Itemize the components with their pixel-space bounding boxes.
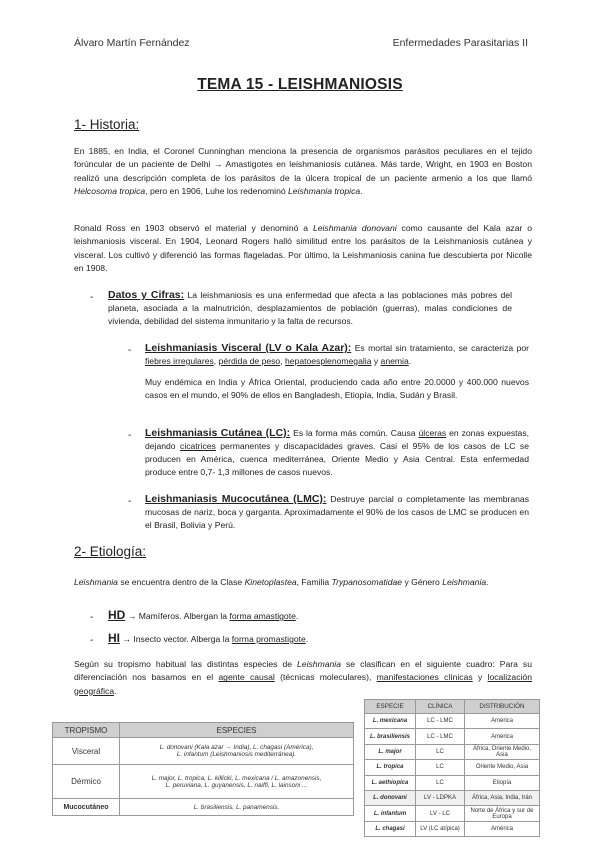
bullet-dash: - [90, 612, 94, 623]
distribucion-cell: África, Asia, India, Irán [465, 790, 540, 805]
clinica-cell: LC [416, 775, 465, 790]
header-course: Enfermedades Parasitarias II [392, 37, 528, 49]
lc-paragraph: Leishmaniasis Cutánea (LC): Es la forma más común. Causa úlceras en zonas expuestas, dejando cicatrices permanentes y discapacidades graves. Casi el 95% de los casos de LC se producen en América, cuenca mediterránea, Oriente Medio y Asia Central. Esta enfermedad produce entre 0,7- 1,3 millones de casos nuevos. [145, 427, 530, 477]
distribucion-cell: América [465, 729, 540, 744]
bullet-dash: - [128, 496, 132, 507]
table-row [365, 760, 540, 775]
datos-cifras-paragraph: Datos y Cifras: La leishmaniosis es una enfermedad que afecta a las poblaciones más pobres del planeta, asociada a la malnutrición, desplazamientos de población (guerras), malas condiciones de vivienda, debilidad del sistema inmunitario y la falta de recursos. [108, 289, 513, 326]
bullet-dash: - [128, 345, 132, 356]
especie-clinica-table [364, 699, 540, 837]
clinica-cell: LC - LMC [416, 714, 465, 729]
section-heading-etiologia: 2- Etiología: [74, 544, 147, 559]
section-heading-historia: 1- Historia: [74, 117, 140, 132]
clinica-cell: LV (LC atípica) [416, 821, 465, 836]
lv-paragraph: Leishmaniasis Visceral (LV o Kala Azar): Es mortal sin tratamiento, se caracteriza por fiebres irregulares, pérdida de peso, hepatoesplenomegalia y anemia. [145, 342, 529, 366]
table-row [365, 729, 540, 744]
historia-paragraph-1: En 1885, en India, el Coronel Cunninghan menciona la presencia de organismos parásitos peculiares en el tejido forúncular de un paciente de Delhi → Amastigotes en leishmaniosis cutánea. Más tarde, Wright, en 1903 en Boston realizó una descripción completa de los parásitos de la úlcera tropical de un paciente armenio a los que llamó Helcosoma tropica, pero en 1906, Luhe los redenominó Leishmania tropica. [74, 146, 532, 196]
table-row [53, 765, 354, 799]
especie-cell: L. infantum [365, 806, 416, 821]
distribucion-cell: África, Oriente Medio, Asia [465, 744, 540, 759]
lv-paragraph-2: Muy endémica en India y África Oriental, produciendo cada año entre 20.0000 y 400.000 nuevos casos en el mundo, el 90% de ellos en Bangladesh, Etiopía, India, Sudán y Brasil. [145, 377, 529, 400]
especie-cell: L. major [365, 744, 416, 759]
table-row [365, 775, 540, 790]
table-header-row [53, 723, 354, 738]
especie-cell: L. aethiopica [365, 775, 416, 790]
especie-cell: L. tropica [365, 760, 416, 775]
clinica-cell: LV - LC [416, 806, 465, 821]
lmc-paragraph: Leishmaniasis Mucocutánea (LMC): Destruye parcial o completamente las membranas mucosas de nariz, boca y garganta. Aproximadamente el 90% de los casos de LMC se producen en el Brasil, Bolivia y Perú. [145, 493, 530, 530]
bullet-dash: - [90, 292, 94, 303]
especie-cell: L. mexicana [365, 714, 416, 729]
bullet-dash: - [128, 430, 132, 441]
especies-cell: L. donovani (Kala azar → India), L. chagasi (América), L. infantum (Leishmaniosis mediterránea). [120, 738, 354, 765]
especie-cell: L. chagasi [365, 821, 416, 836]
table-row [53, 799, 354, 816]
table-row [365, 806, 540, 821]
table-header-row [365, 700, 540, 714]
especie-cell: L. donovani [365, 790, 416, 805]
clinica-cell: LV - LDPKA [416, 790, 465, 805]
table-header-cell: TROPISMO [53, 723, 120, 738]
distribucion-cell: América [465, 821, 540, 836]
table-header-cell: CLÍNICA [416, 700, 465, 714]
header-author: Álvaro Martín Fernández [74, 37, 190, 49]
distribucion-cell: Etiopía [465, 775, 540, 790]
page-title: TEMA 15 - LEISHMANIOSIS [197, 76, 403, 93]
clinica-cell: LC - LMC [416, 729, 465, 744]
bullet-dash: - [90, 635, 94, 646]
especies-cell: L. major, L. tropica, L. killicki, L. mexicana / L. amazonensis, L. peruviana, L. guyanensis, L. naiffi, L. lainsoni ... [120, 765, 354, 799]
historia-paragraph-2: Ronald Ross en 1903 observó el material y denominó a Leishmania donovani como causante del Kala azar o leishmaniosis visceral. En 1904, Leonard Rogers halló similitud entre los parásitos de la Leishmaniosis cutánea y visceral. Los cultivó y diferenció las formas flageladas. Por último, la Leishmaniosis canina fue descubierta por Nicolle en 1908. [74, 223, 532, 273]
tropismo-cell: Dérmico [53, 765, 120, 799]
table-row [53, 738, 354, 765]
tropismo-cell: Visceral [53, 738, 120, 765]
tropismo-cell: Mucocutáneo [53, 799, 120, 816]
hd-line: HD → Mamíferos. Albergan la forma amastigote. [108, 608, 299, 622]
especies-cell: L. brasiliensis, L. panamensis. [120, 799, 354, 816]
table-header-cell: ESPECIE [365, 700, 416, 714]
etiologia-paragraph-1: Leishmania se encuentra dentro de la Clase Kinetoplastea, Familia Trypanosomatidae y Género Leishmania. [74, 577, 489, 587]
distribucion-cell: Norte de África y sur de Europa [465, 806, 540, 821]
clinica-cell: LC [416, 760, 465, 775]
etiologia-paragraph-2: Según su tropismo habitual las distintas especies de Leishmania se clasifican en el siguiente cuadro: Para su diferenciación nos basamos en el agente causal (técnicas moleculares), manifestaciones clínicas y localización geográfica. [74, 659, 532, 696]
distribucion-cell: Oriente Medio, Asia [465, 760, 540, 775]
table-row [365, 744, 540, 759]
table-row [365, 821, 540, 836]
hi-line: HI → Insecto vector. Alberga la forma promastigote. [108, 631, 309, 645]
clinica-cell: LC [416, 744, 465, 759]
distribucion-cell: América [465, 714, 540, 729]
table-header-cell: ESPECIES [120, 723, 354, 738]
table-row [365, 714, 540, 729]
table-row [365, 790, 540, 805]
tropismo-table [52, 722, 354, 816]
especie-cell: L. brasiliensis [365, 729, 416, 744]
table-header-cell: DISTRIBUCIÓN [465, 700, 540, 714]
